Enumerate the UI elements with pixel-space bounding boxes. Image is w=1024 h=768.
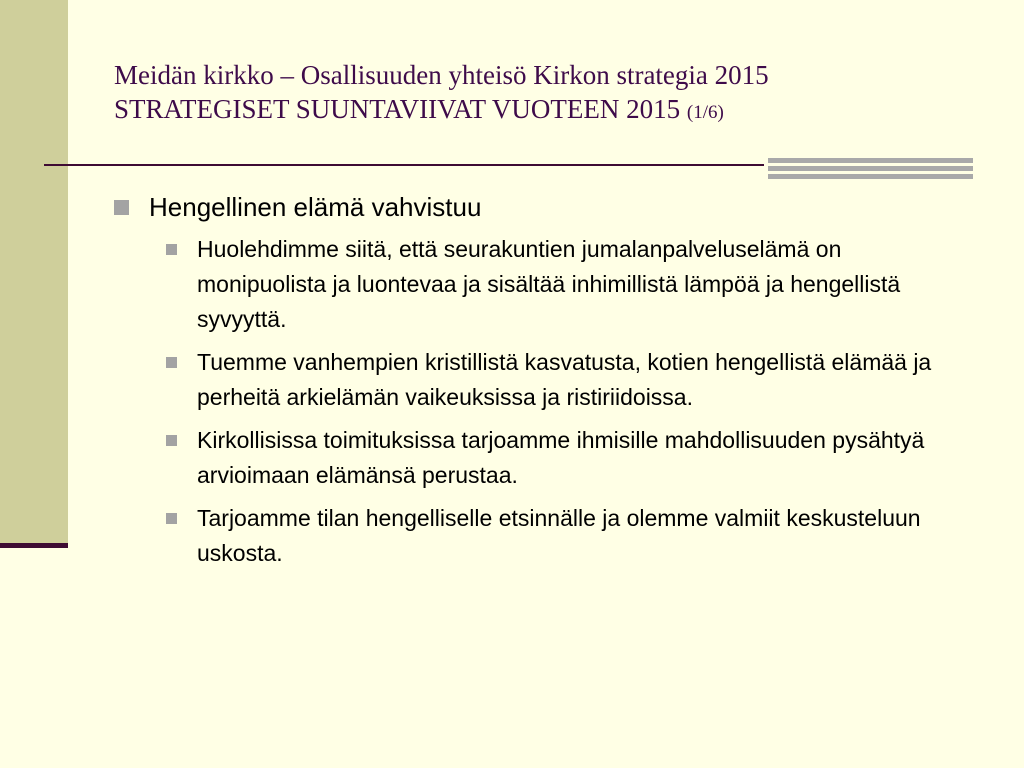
square-bullet-icon xyxy=(166,435,177,446)
decorative-bar-bottom xyxy=(768,174,973,179)
title-page-indicator: (1/6) xyxy=(686,102,724,123)
title-line-2 xyxy=(114,92,994,130)
left-decorative-band xyxy=(0,0,68,545)
heading-bullet xyxy=(114,190,974,224)
list-item-text: Kirkollisissa toimituksissa tarjoamme ihmisille mahdollisuuden pysähtyä arvioimaan elämänsä perustaa. xyxy=(197,427,925,488)
heading-bullet-text: Hengellinen elämä vahvistuu xyxy=(149,192,482,222)
slide-body xyxy=(114,190,974,579)
left-band-underline xyxy=(0,543,68,548)
list-item-text: Tuemme vanhempien kristillistä kasvatusta, kotien hengellistä elämää ja perheitä arkielämän vaikeuksissa ja ristiriidoissa. xyxy=(197,349,932,410)
slide-title xyxy=(114,58,994,130)
sub-bullet-list xyxy=(166,232,974,571)
list-item xyxy=(166,423,974,493)
square-bullet-icon xyxy=(166,244,177,255)
square-bullet-icon xyxy=(114,200,129,215)
list-item xyxy=(166,345,974,415)
decorative-bar-top xyxy=(768,158,973,163)
square-bullet-icon xyxy=(166,357,177,368)
list-item xyxy=(166,501,974,571)
decorative-bars xyxy=(768,158,973,182)
square-bullet-icon xyxy=(166,513,177,524)
title-line-2-text: STRATEGISET SUUNTAVIIVAT VUOTEEN 2015 xyxy=(114,94,681,124)
decorative-bar-middle xyxy=(768,166,973,171)
list-item xyxy=(166,232,974,337)
title-divider xyxy=(44,164,764,166)
list-item-text: Tarjoamme tilan hengelliselle etsinnälle ja olemme valmiit keskusteluun uskosta. xyxy=(197,505,921,566)
list-item-text: Huolehdimme siitä, että seurakuntien jumalanpalveluselämä on monipuolista ja luontevaa ja sisältää inhimillistä lämpöä ja hengellistä syvyyttä. xyxy=(197,236,901,332)
title-line-1: Meidän kirkko – Osallisuuden yhteisö Kirkon strategia 2015 xyxy=(114,60,769,90)
